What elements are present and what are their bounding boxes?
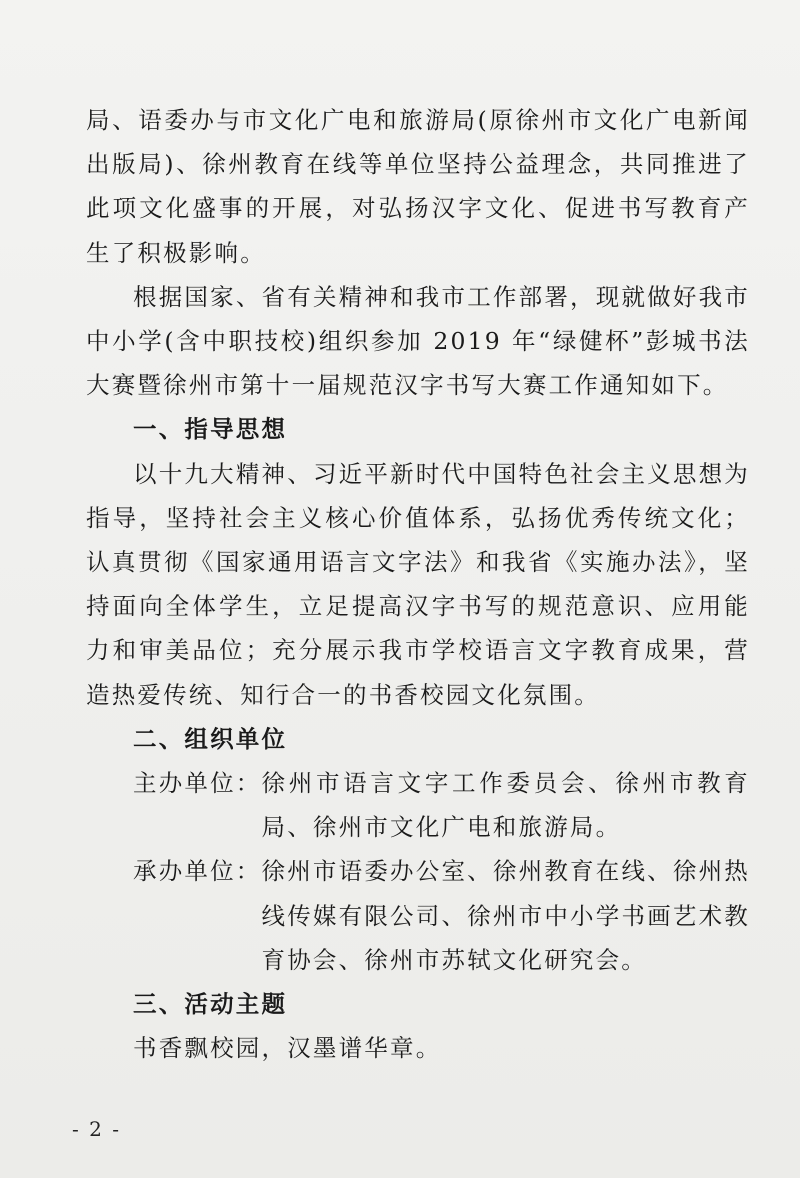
document-body [86, 98, 750, 1070]
section-body-guiding-ideology: 以十九大精神、习近平新时代中国特色社会主义思想为指导，坚持社会主义核心价值体系，弘扬优秀传统文化；认真贯彻《国家通用语言文字法》和我省《实施办法》，坚持面向全体学生，立足提高汉字书写的规范意识、应用能力和审美品位；充分展示我市学校语言文字教育成果，营造热爱传统、知行合一的书香校园文化氛围。 [86, 459, 750, 709]
host-organization-row [86, 761, 750, 849]
host-label: 主办单位： [133, 769, 262, 798]
organizer-row [86, 849, 750, 982]
organizer-value: 徐州市语委办公室、徐州教育在线、徐州热线传媒有限公司、徐州市中小学书画艺术教育协会、徐州市苏轼文化研究会。 [261, 857, 750, 974]
section-heading-guiding-ideology: 一、指导思想 [133, 415, 288, 444]
host-value: 徐州市语言文字工作委员会、徐州市教育局、徐州市文化广电和旅游局。 [261, 769, 750, 842]
paragraph-continued: 局、语委办与市文化广电和旅游局(原徐州市文化广电新闻出版局)、徐州教育在线等单位坚持公益理念，共同推进了此项文化盛事的开展，对弘扬汉字文化、促进书写教育产生了积极影响。 [86, 106, 750, 267]
section-heading-theme: 三、活动主题 [133, 990, 288, 1019]
organizer-label: 承办单位： [133, 857, 262, 886]
page-number: - 2 - [72, 1117, 121, 1141]
section-body-theme: 书香飘校园，汉墨谱华章。 [133, 1034, 442, 1063]
paragraph-notice-intro: 根据国家、省有关精神和我市工作部署，现就做好我市中小学(含中职技校)组织参加 2019 年“绿健杯”彭城书法大赛暨徐州市第十一届规范汉字书写大赛工作通知如下。 [86, 282, 750, 400]
section-heading-organizers: 二、组织单位 [133, 724, 288, 753]
